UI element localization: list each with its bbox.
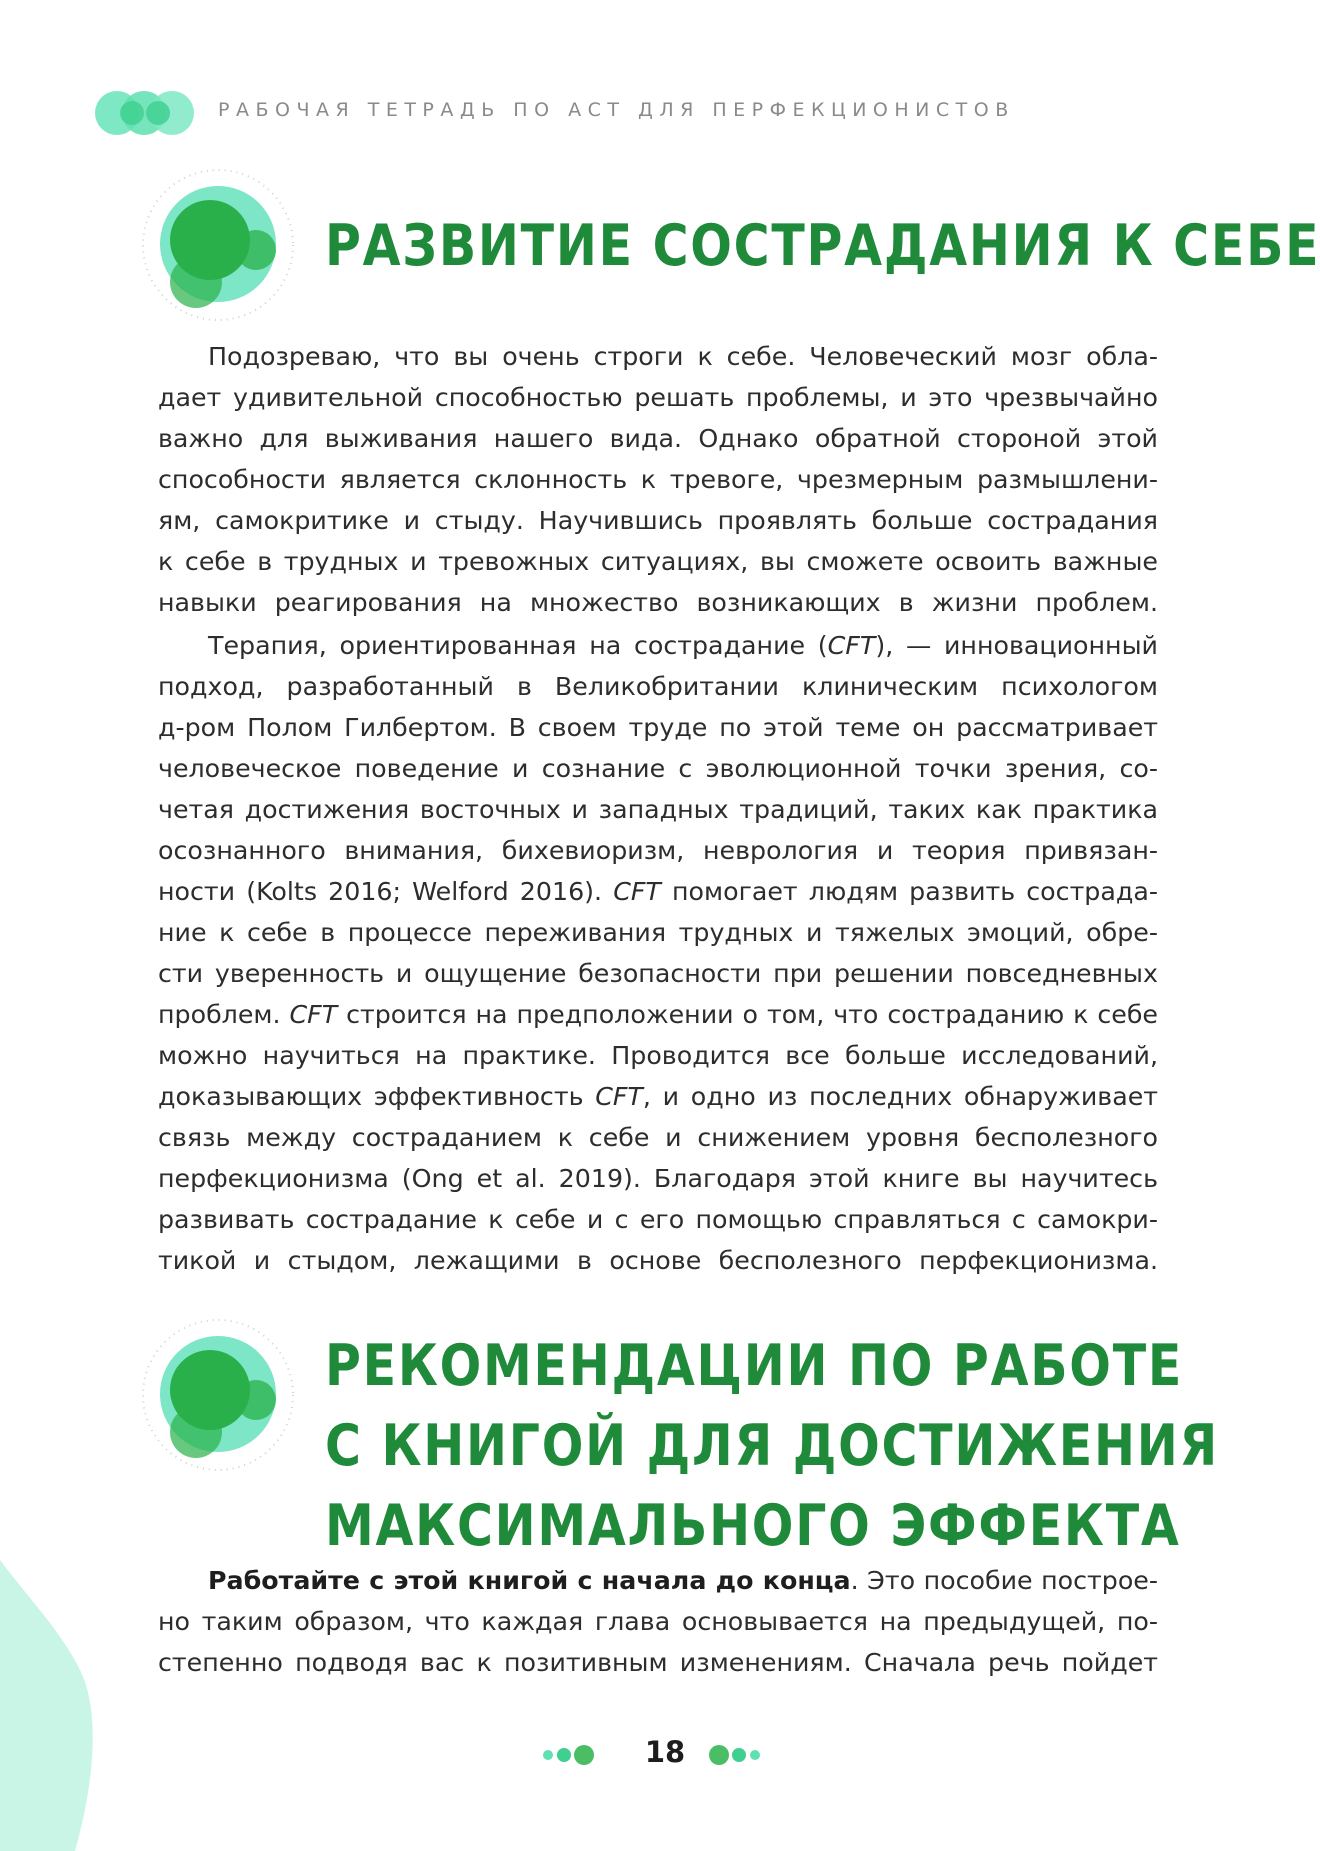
section-heading-recommendations: МАКСИМАЛЬНОГО ЭФФЕКТА (325, 1493, 1181, 1559)
text-line: ние к себе в процессе переживания трудных и тяжелых эмоций, обре- (158, 918, 1158, 947)
text-line: сти уверенность и ощущение безопасности при решении повседневных (158, 959, 1158, 988)
text-line: навыки реагирования на множество возникающих в жизни проблем. (158, 588, 1158, 617)
text-line: проблем. CFT строится на предположении о том, что состраданию к себе (158, 1000, 1158, 1029)
section-heading-self-compassion: РАЗВИТИЕ СОСТРАДАНИЯ К СЕБЕ (325, 213, 1320, 279)
cft-term: CFT (289, 1000, 338, 1029)
bold-instruction: Работайте с этой книгой с начала до конца (208, 1566, 851, 1595)
section-bubbles-icon (138, 1310, 298, 1480)
text-line: важно для выживания нашего вида. Однако обратной стороной этой (158, 424, 1158, 453)
text-line: дает удивительной способностью решать проблемы, и это чрезвычайно (158, 383, 1158, 412)
section-heading-recommendations: С КНИГОЙ ДЛЯ ДОСТИЖЕНИЯ (325, 1413, 1219, 1479)
running-header (92, 88, 1152, 138)
text-line: доказывающих эффективность CFT, и одно из последних обнаруживает (158, 1082, 1159, 1111)
text-line: Терапия, ориентированная на сострадание (CFT), — инновационный (208, 631, 1158, 660)
paragraph-intro (158, 336, 1158, 623)
text-line: степенно подводя вас к позитивным изменениям. Сначала речь пойдет (158, 1648, 1158, 1677)
page-number: 18 (644, 1735, 686, 1769)
running-title: РАБОЧАЯ ТЕТРАДЬ ПО АСТ ДЛЯ ПЕРФЕКЦИОНИСТОВ (218, 99, 1015, 121)
footer-dots-left-icon (540, 1743, 600, 1767)
text-line: ям, самокритике и стыду. Научившись проявлять больше сострадания (158, 506, 1158, 535)
paragraph-cft (158, 625, 1158, 1281)
text-line: способности является склонность к тревоге, чрезмерным размышлени- (158, 465, 1158, 494)
page-footer (540, 1735, 780, 1775)
text-line: связь между состраданием к себе и снижением уровня бесполезного (158, 1123, 1158, 1152)
text-line: д-ром Полом Гилбертом. В своем труде по этой теме он рассматривает (158, 713, 1158, 742)
text-line: но таким образом, что каждая глава основывается на предыдущей, по- (158, 1607, 1158, 1636)
corner-blob-decoration (0, 1560, 110, 1851)
text-line: подход, разработанный в Великобритании клиническим психологом (158, 672, 1158, 701)
header-dots-icon (92, 88, 202, 138)
section-bubbles-icon (138, 160, 298, 330)
text-line: тикой и стыдом, лежащими в основе бесполезного перфекционизма. (158, 1246, 1158, 1275)
text-line: развивать сострадание к себе и с его помощью справляться с самокри- (158, 1205, 1158, 1234)
section-heading-recommendations: РЕКОМЕНДАЦИИ ПО РАБОТЕ (325, 1333, 1184, 1399)
text-line: человеческое поведение и сознание с эволюционной точки зрения, со- (158, 754, 1158, 783)
text-line: к себе в трудных и тревожных ситуациях, вы сможете освоить важные (158, 547, 1158, 576)
text-line: осознанного внимания, бихевиоризм, неврология и теория привязан- (158, 836, 1158, 865)
text-line: перфекционизма (Ong et al. 2019). Благодаря этой книге вы научитесь (158, 1164, 1158, 1193)
footer-dots-right-icon (705, 1743, 765, 1767)
cft-term: CFT (595, 1082, 643, 1111)
cft-term: CFT (827, 631, 876, 660)
text-line: Работайте с этой книгой с начала до конца. Это пособие построе- (208, 1566, 1158, 1595)
text-line: можно научиться на практике. Проводится все больше исследований, (158, 1041, 1158, 1070)
paragraph-work-order (158, 1560, 1158, 1683)
text-line: четая достижения восточных и западных традиций, таких как практика (158, 795, 1158, 824)
cft-term: CFT (613, 877, 661, 906)
text-line: ности (Kolts 2016; Welford 2016). CFT помогает людям развить сострада- (158, 877, 1158, 906)
text-line: Подозреваю, что вы очень строги к себе. Человеческий мозг обла- (208, 342, 1158, 371)
